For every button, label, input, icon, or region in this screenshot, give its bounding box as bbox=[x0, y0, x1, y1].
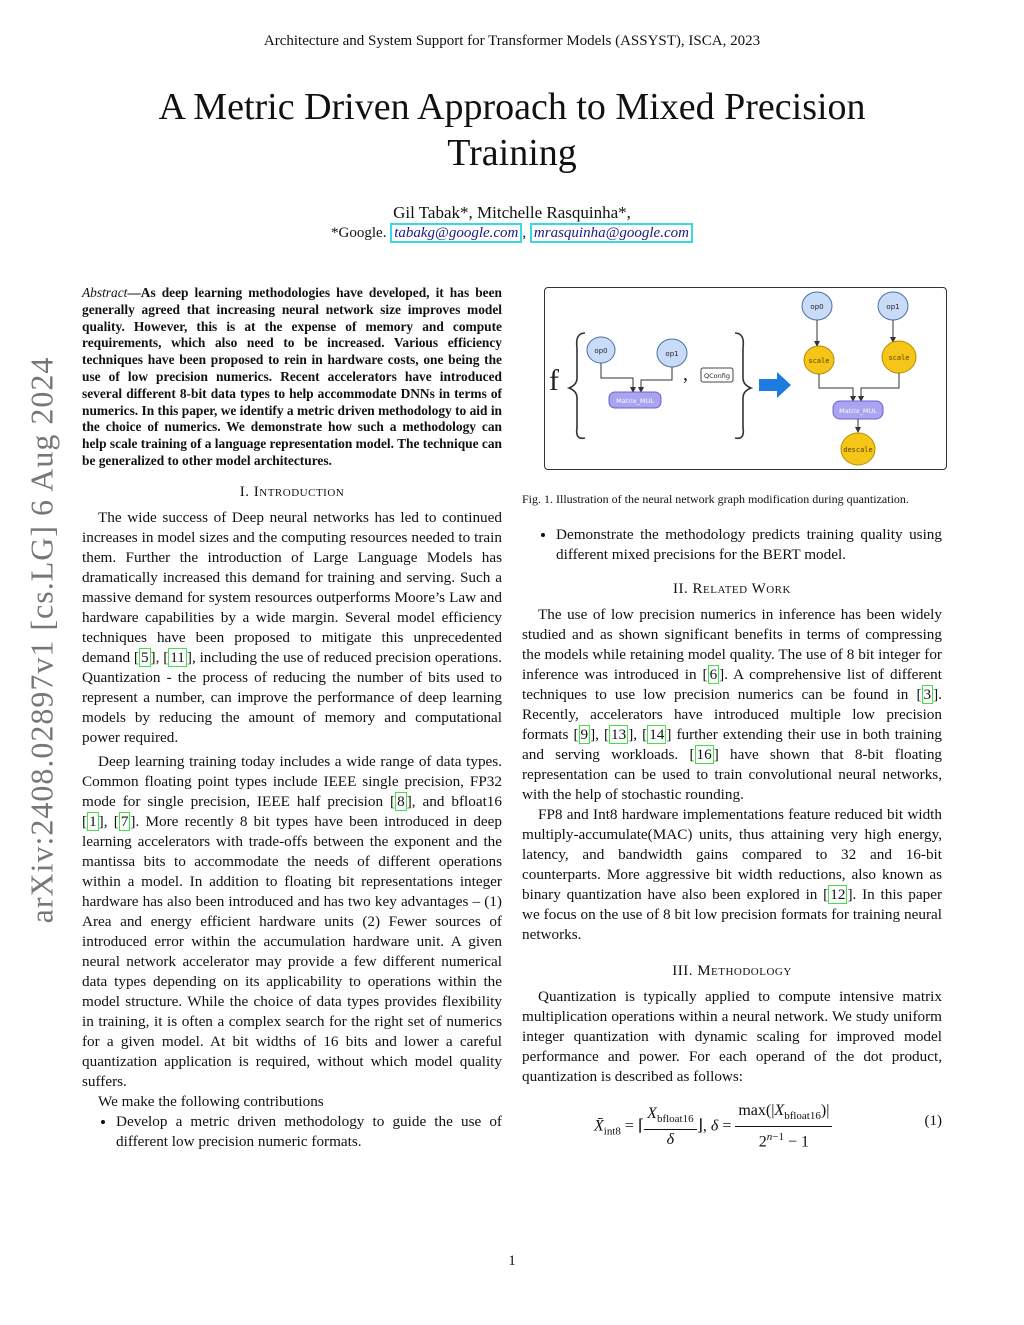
related-paragraph-1: The use of low precision numerics in inference has been widely studied and as shown significant benefits in terms of compressing the models while retaining model quality. The use of 8 bit integer for inference was introduced in [ 6 ]. A comprehensive list of different techniques to use low precision numerics can be found in [ 3 ]. Recently, accelerators have introduced multiple low precision formats [ 9 ], [ 13 ], [ 14 ] further extending their use in both training and serving workloads. [ 16 ] have shown that 8-bit floating representation can be used to train convolutional neural networks, with the help of stochastic rounding. bbox=[522, 606, 943, 803]
ref-link-1[interactable]: 1 bbox=[89, 812, 97, 830]
ref-link-11[interactable]: 11 bbox=[170, 648, 185, 666]
figure-caption: Fig. 1. Illustration of the neural network graph modification during quantization. bbox=[522, 492, 909, 506]
left-brace bbox=[569, 333, 585, 438]
method-paragraph-1: Quantization is typically applied to compute intensive matrix multiplication operations within a neural network. We study uniform integer quantization with dynamic scaling for improved model performance and power. For each operand of the dot product, quantization is described as follows: bbox=[522, 988, 942, 1085]
transform-arrow bbox=[759, 372, 791, 398]
svg-text:scale: scale bbox=[808, 357, 830, 365]
ref-link-9[interactable]: 9 bbox=[580, 726, 589, 743]
equation-expression: $X̄_{int8}$ = ⌈ $\frac{X_{bfloat16}}{\delta}$ ⌋, δ = $\frac{\max(|X_{bfloat16})|}{2^{n-1} - 1}$ bbox=[594, 1101, 832, 1153]
ref-link-5[interactable]: 5 bbox=[140, 648, 149, 666]
ref-link-3[interactable]: 3 bbox=[923, 686, 932, 703]
abstract bbox=[82, 285, 502, 470]
f-symbol: f bbox=[549, 364, 559, 397]
ref-link-7[interactable]: 7 bbox=[120, 812, 129, 830]
email-link-tabakg[interactable]: tabakg@google.com bbox=[390, 223, 522, 243]
intro-paragraph-1: The wide success of Deep neural networks has led to continued increases in model sizes and the computing resources needed to train them. Further the introduction of Large Language Models has dramatically increased this demand for training and serving. Such a massive demand for system resources outperforms Moore’s Law and hardware capabilities by a wide margin. Several model efficiency techniques have been proposed to mitigate this unprecedented demand [ 5 ], [ 11 ], including the use of reduced precision operations. Quantization - the process of reducing the number of bits used to represent a number, can improve the performance of deep learning models by reducing the amount of memory and computational power required. bbox=[82, 508, 502, 746]
comma: , bbox=[683, 363, 688, 385]
svg-text:scale: scale bbox=[888, 354, 910, 362]
abstract-lead: Abstract bbox=[82, 285, 128, 300]
abstract-text: —As deep learning methodologies have developed, it has been generally agreed that increasing neural network size improves model quality. However, this is at the expense of memory and compute requirements, which also need to be increased. Various efficiency techniques have been proposed to rein in hardware costs, one being the use of low precision numerics. Recent accelerators have introduced several different 8-bit data types to help accommodate DNNs in terms of numerics. In this paper, we identify a metric driven methodology to aid in the choice of numerics. We demonstrate how such a methodology can help scale training of a language representation model. The technique can be generalized to other model architectures. bbox=[82, 285, 502, 468]
ref-link-14[interactable]: 14 bbox=[649, 726, 665, 743]
email-link-mrasquinha[interactable]: mrasquinha@google.com bbox=[530, 223, 693, 243]
svg-text:descale: descale bbox=[843, 446, 873, 454]
ref-link-13[interactable]: 13 bbox=[611, 726, 627, 743]
arxiv-watermark bbox=[22, 350, 62, 930]
conference-header: Architecture and System Support for Transformer Models (ASSYST), ISCA, 2023 bbox=[263, 33, 761, 49]
arxiv-id: arXiv:2408.02897v1 [cs.LG] 6 Aug 2024 bbox=[23, 356, 60, 924]
contribution-item-2: • Demonstrate the methodology predicts training quality using different mixed precisions for the BERT model. bbox=[556, 525, 942, 565]
equation-number: (1) bbox=[924, 1113, 942, 1129]
right-brace bbox=[735, 333, 751, 438]
svg-text:QConfig: QConfig bbox=[704, 372, 730, 380]
intro-paragraph-2: Deep learning training today includes a wide range of data types. Common floating point types include IEEE single precision, FP32 mode for single precision, IEEE half precision [ 8 ], and bfloat16 [ 1 ], [ 7 ]. More recently 8 bit types have been introduced in deep learning accelerators with trade-offs between the exponent and the mantissa bits to accommodate the needs of different operations within a model. In addition to floating bit representations integer hardware has also been introduced and has two key advantages – (1) Area and energy efficient hardware units (2) Fewer sources of introduced error within the accumulation hardware unit. A given neural network accelerator may provide a few different numerical data types depending on its applicability to operations within the model structure. While the choice of data types provides flexibility in training, it is often a complex search for the right set of numerics for a given model. At bit widths of 16 bits and lower a careful quantization application is required, without which model quality suffers. bbox=[82, 752, 503, 1090]
section-heading-methodology: III. Methodology bbox=[672, 963, 792, 979]
affiliation-prefix: *Google. bbox=[331, 225, 387, 241]
contribution-item-1: • Develop a metric driven methodology to guide the use of different low precision numeric formats. bbox=[116, 1112, 502, 1152]
intro-paragraph-3: We make the following contributions bbox=[98, 1092, 324, 1110]
edge-op1-matmul bbox=[641, 367, 672, 392]
section-heading-introduction: I. Introduction bbox=[239, 483, 345, 500]
svg-text:op0: op0 bbox=[810, 303, 824, 311]
svg-text:Matrix_MUL: Matrix_MUL bbox=[616, 397, 654, 405]
section-heading-related-work: II. Related Work bbox=[673, 581, 791, 597]
svg-text:op1: op1 bbox=[665, 350, 679, 358]
svg-text:Matrix_MUL: Matrix_MUL bbox=[839, 407, 877, 415]
authors: Gil Tabak*, Mitchelle Rasquinha*, bbox=[393, 203, 631, 222]
ref-link-6[interactable]: 6 bbox=[709, 666, 718, 683]
paper-title: A Metric Driven Approach to Mixed Precision Training bbox=[158, 86, 866, 174]
contributions-list-cont bbox=[522, 525, 942, 565]
edge-op0-matmul bbox=[601, 363, 633, 392]
figure-1 bbox=[544, 287, 947, 470]
equation-1 bbox=[522, 1101, 942, 1151]
ref-link-12[interactable]: 12 bbox=[830, 886, 846, 903]
affiliation: *Google. tabakg@google.com , mrasquinha@google.com bbox=[0, 225, 1024, 242]
svg-text:op1: op1 bbox=[886, 303, 900, 311]
ref-link-8[interactable]: 8 bbox=[397, 792, 405, 810]
figure-diagram bbox=[545, 288, 945, 468]
left-column bbox=[82, 285, 502, 1152]
ref-link-16[interactable]: 16 bbox=[696, 746, 712, 763]
related-paragraph-2: FP8 and Int8 hardware implementations feature reduced bit width multiply-accumulate(MAC) units, thus attaining very high energy, latency, and bandwidth gains compared to 32 and 16-bit counterparts. More aggressive bit width reductions, also known as binary quantization have also been explored in [ 12 ]. In this paper we focus on the use of 8 bit low precision formats for training neural networks. bbox=[522, 806, 943, 943]
page-number: 1 bbox=[508, 1253, 516, 1269]
contributions-list bbox=[82, 1112, 502, 1152]
right-column bbox=[522, 287, 943, 1151]
svg-text:op0: op0 bbox=[594, 347, 608, 355]
